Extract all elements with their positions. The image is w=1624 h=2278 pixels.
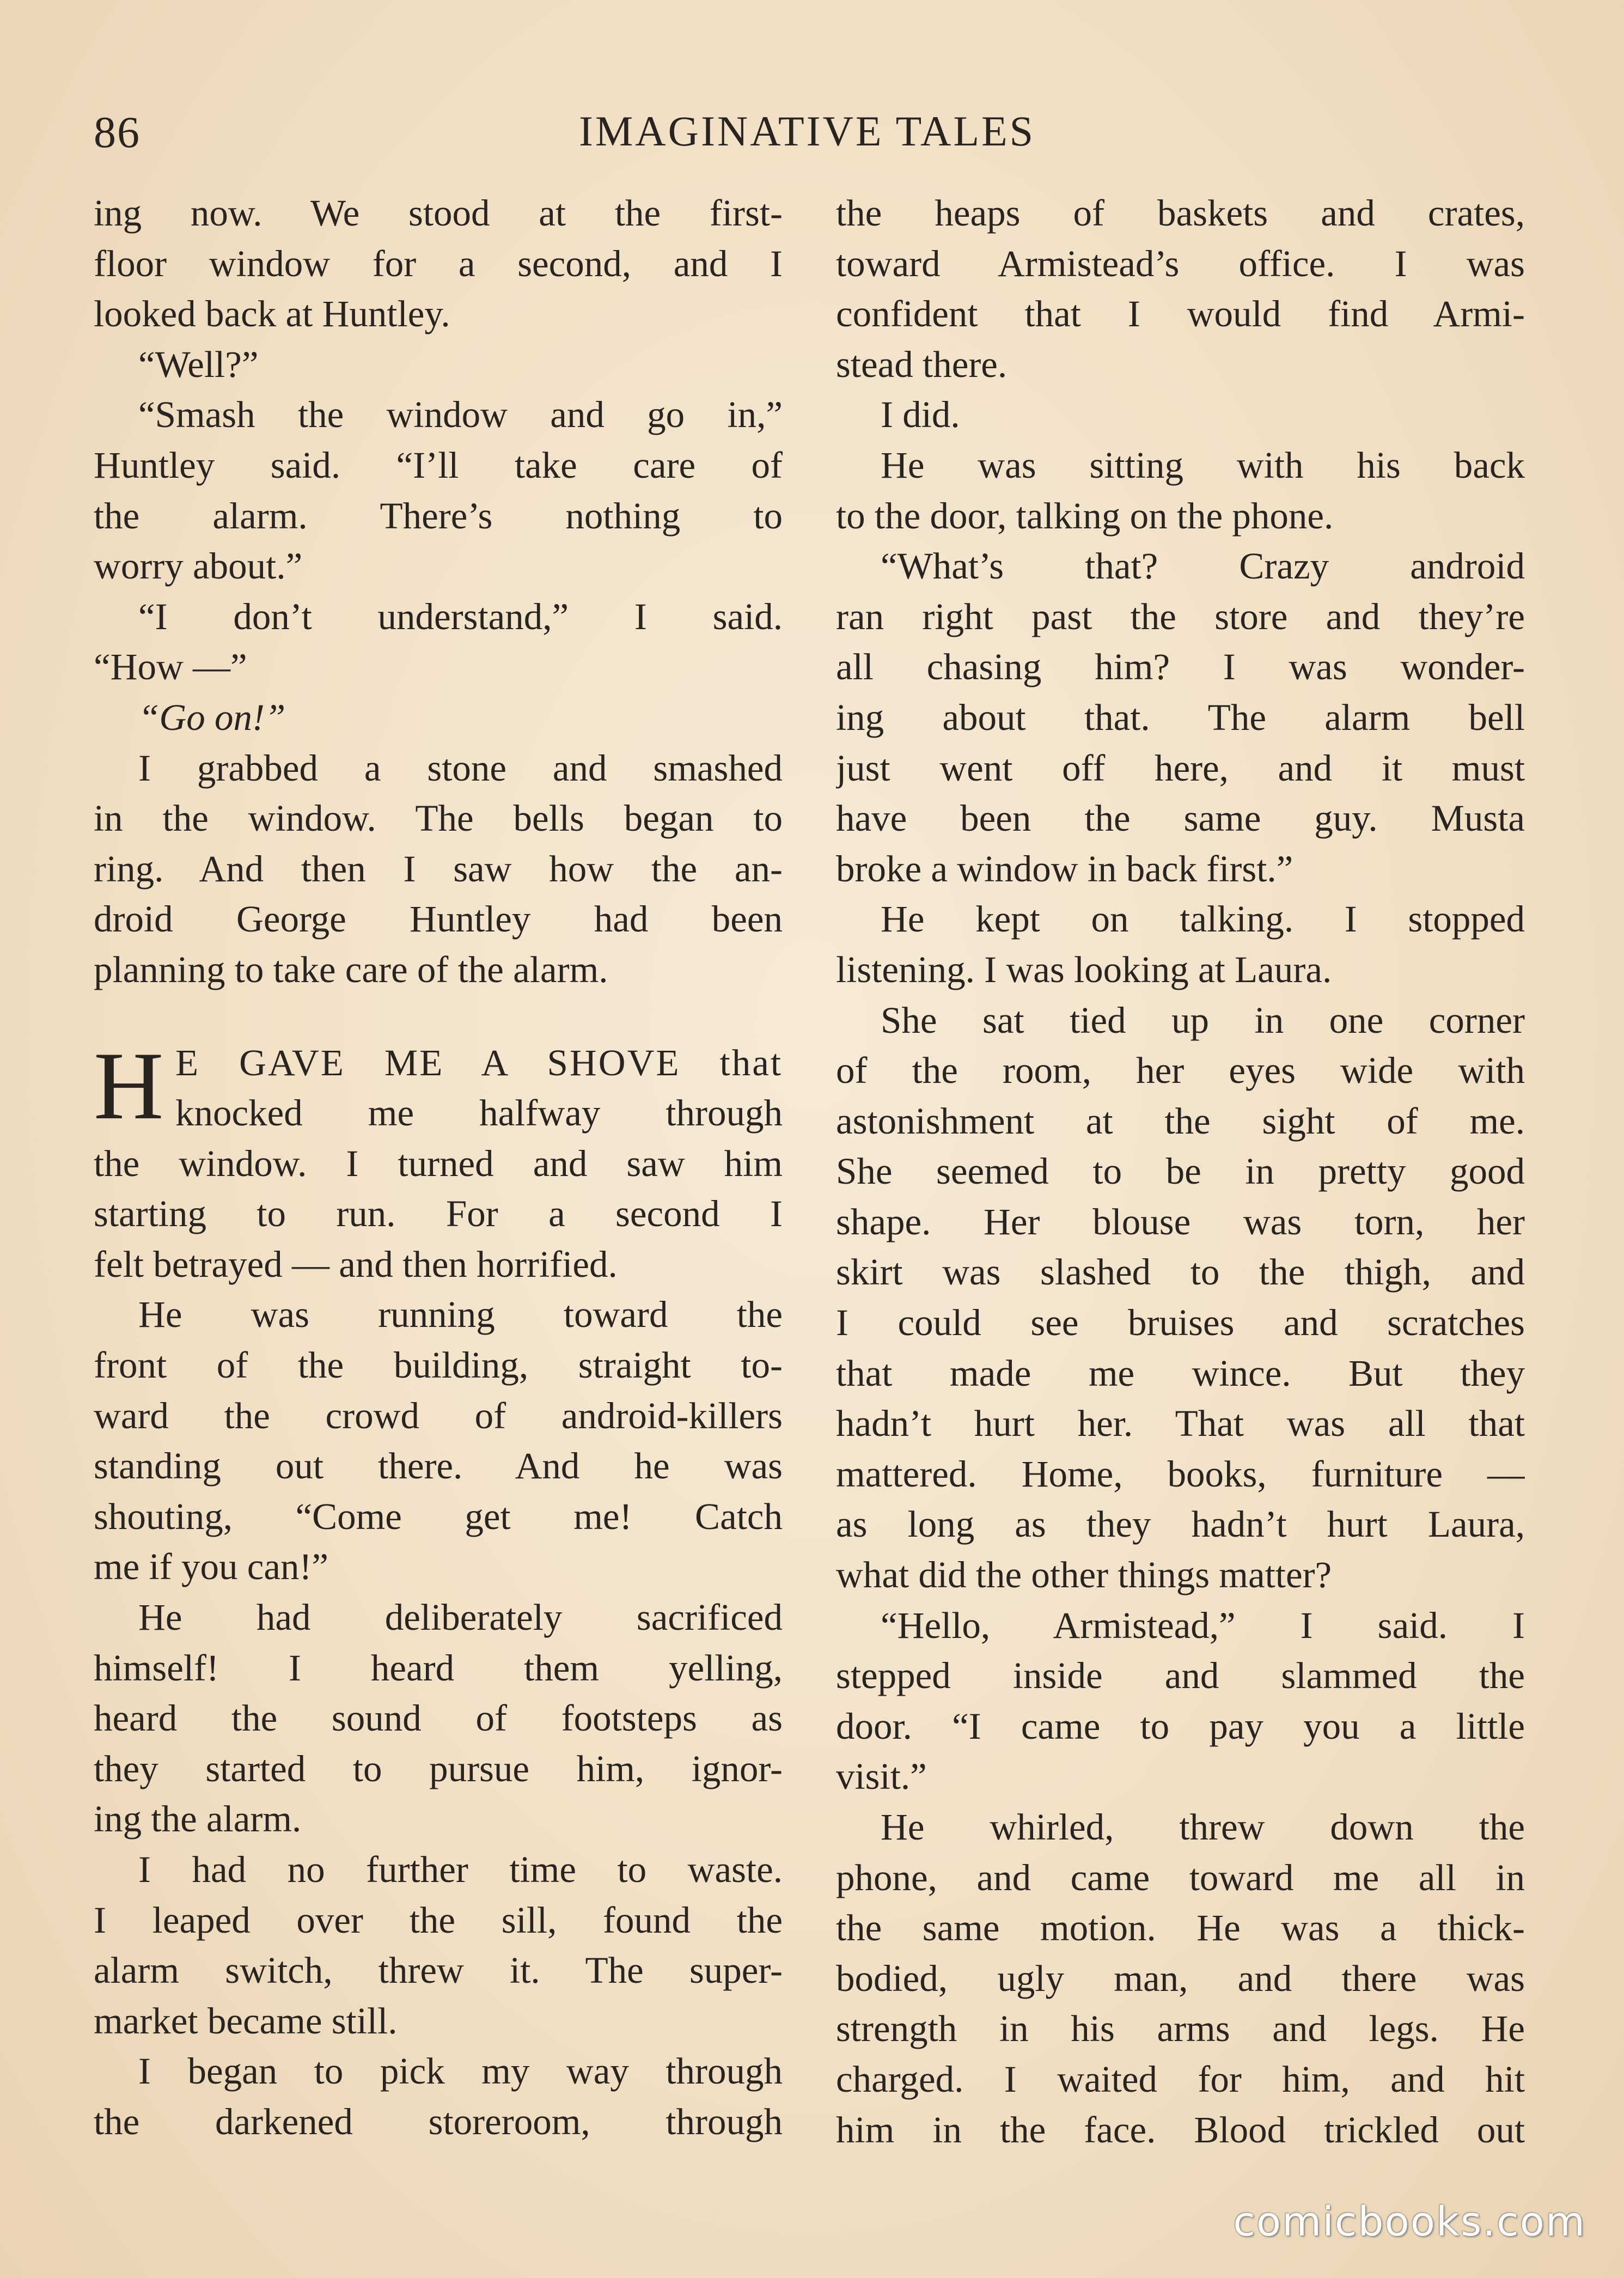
text-line: He was sitting with his back: [881, 444, 1525, 486]
text-line: planning to take care of the alarm.: [94, 948, 608, 990]
text-line: confident that I would find Armi-: [836, 293, 1525, 335]
text-line: hadn’t hurt her. That was all that: [836, 1403, 1525, 1445]
text-line: shape. Her blouse was torn, her: [836, 1201, 1525, 1242]
text-line: “Well?”: [138, 343, 259, 385]
text-line: ring. And then I saw how the an-: [94, 848, 783, 890]
text-line: ing now. We stood at the first-: [94, 192, 783, 234]
left-column-part-two: [94, 1138, 783, 2147]
text-line: what did the other things matter?: [836, 1554, 1332, 1596]
page-number: 86: [94, 107, 141, 157]
text-line: I had no further time to waste.: [138, 1849, 783, 1890]
right-column-text: [836, 188, 1525, 2155]
text-line: broke a window in back first.”: [836, 848, 1293, 890]
section-opening: [94, 1031, 783, 1140]
text-line: charged. I waited for him, and hit: [836, 2058, 1525, 2100]
text-line: floor window for a second, and I: [94, 242, 783, 284]
text-line: starting to run. For a second I: [94, 1193, 783, 1235]
text-line: I leaped over the sill, found the: [94, 1899, 783, 1941]
text-line: “I don’t understand,” I said.: [138, 595, 783, 637]
text-line: himself! I heard them yelling,: [94, 1647, 783, 1689]
text-line: the same motion. He was a thick-: [836, 1907, 1525, 1949]
text-line: I did.: [881, 394, 960, 436]
section-break: [94, 995, 783, 1038]
text-line: stead there.: [836, 343, 1008, 385]
text-line: Huntley said. “I’ll take care of: [94, 444, 783, 486]
text-line: toward Armistead’s office. I was: [836, 242, 1525, 284]
text-line: listening. I was looking at Laura.: [836, 948, 1332, 990]
text-line: “Smash the window and go in,”: [138, 394, 783, 436]
text-line: they started to pursue him, ignor-: [94, 1747, 783, 1789]
watermark: comicbooks.com: [1233, 2198, 1586, 2245]
text-line: He kept on talking. I stopped: [881, 898, 1525, 940]
text-line: I could see bruises and scratches: [836, 1302, 1525, 1344]
text-line: “Go on!”: [138, 696, 286, 738]
text-line: me if you can!”: [94, 1546, 329, 1588]
text-line: felt betrayed — and then horrified.: [94, 1243, 618, 1285]
text-line: looked back at Huntley.: [94, 293, 450, 335]
text-line: skirt was slashed to the thigh, and: [836, 1251, 1525, 1293]
text-line: the darkened storeroom, through: [94, 2100, 783, 2142]
text-line: the window. I turned and saw him: [94, 1142, 783, 1184]
text-line: He whirled, threw down the: [881, 1806, 1525, 1848]
text-line: alarm switch, threw it. The super-: [94, 1950, 783, 1991]
text-line: She sat tied up in one corner: [881, 999, 1525, 1041]
text-line: She seemed to be in pretty good: [836, 1150, 1525, 1192]
drop-cap: H: [94, 1031, 164, 1140]
text-line: of the room, her eyes wide with: [836, 1050, 1525, 1092]
text-line: him in the face. Blood trickled out: [836, 2109, 1525, 2151]
text-line: heard the sound of footsteps as: [94, 1697, 783, 1739]
text-line: worry about.”: [94, 545, 303, 587]
opening-second-line: knocked me halfway through: [175, 1092, 783, 1134]
text-line: in the window. The bells began to: [94, 797, 783, 839]
text-line: market became still.: [94, 2000, 398, 2042]
text-line: stepped inside and slammed the: [836, 1655, 1525, 1697]
text-line: front of the building, straight to-: [94, 1344, 783, 1386]
text-line: “Hello, Armistead,” I said. I: [881, 1604, 1525, 1646]
text-line: bodied, ugly man, and there was: [836, 1957, 1525, 1999]
right-column: [836, 188, 1525, 2155]
text-line: phone, and came toward me all in: [836, 1856, 1525, 1898]
text-line: He was running toward the: [138, 1294, 783, 1336]
text-line: I began to pick my way through: [138, 2050, 783, 2092]
text-line: I grabbed a stone and smashed: [138, 747, 783, 789]
text-line: strength in his arms and legs. He: [836, 2008, 1525, 2050]
text-line: droid George Huntley had been: [94, 898, 783, 940]
opening-lead-text: E GAVE ME A SHOVE that: [175, 1041, 783, 1083]
text-line: “What’s that? Crazy android: [881, 545, 1525, 587]
text-line: astonishment at the sight of me.: [836, 1100, 1525, 1142]
text-line: visit.”: [836, 1756, 927, 1798]
text-line: ran right past the store and they’re: [836, 595, 1525, 637]
text-line: to the door, talking on the phone.: [836, 495, 1334, 537]
text-line: mattered. Home, books, furniture —: [836, 1453, 1525, 1495]
running-title: IMAGINATIVE TALES: [578, 107, 1036, 155]
text-line: shouting, “Come get me! Catch: [94, 1495, 783, 1537]
left-column-part-one: [94, 188, 783, 995]
text-line: just went off here, and it must: [836, 747, 1525, 789]
text-line: all chasing him? I was wonder-: [836, 646, 1525, 688]
text-line: have been the same guy. Musta: [836, 797, 1525, 839]
text-line: He had deliberately sacrificed: [138, 1597, 783, 1639]
text-line: standing out there. And he was: [94, 1445, 783, 1487]
page-header: [94, 107, 1521, 167]
text-line: the heaps of baskets and crates,: [836, 192, 1525, 234]
left-column: [94, 188, 783, 2147]
text-line: that made me wince. But they: [836, 1352, 1525, 1394]
text-line: as long as they hadn’t hurt Laura,: [836, 1503, 1525, 1545]
text-line: ward the crowd of android-killers: [94, 1394, 783, 1436]
text-line: “How —”: [94, 646, 247, 688]
text-line: ing the alarm.: [94, 1798, 302, 1840]
text-line: the alarm. There’s nothing to: [94, 495, 783, 537]
text-line: door. “I came to pay you a little: [836, 1705, 1525, 1747]
text-line: ing about that. The alarm bell: [836, 696, 1525, 738]
